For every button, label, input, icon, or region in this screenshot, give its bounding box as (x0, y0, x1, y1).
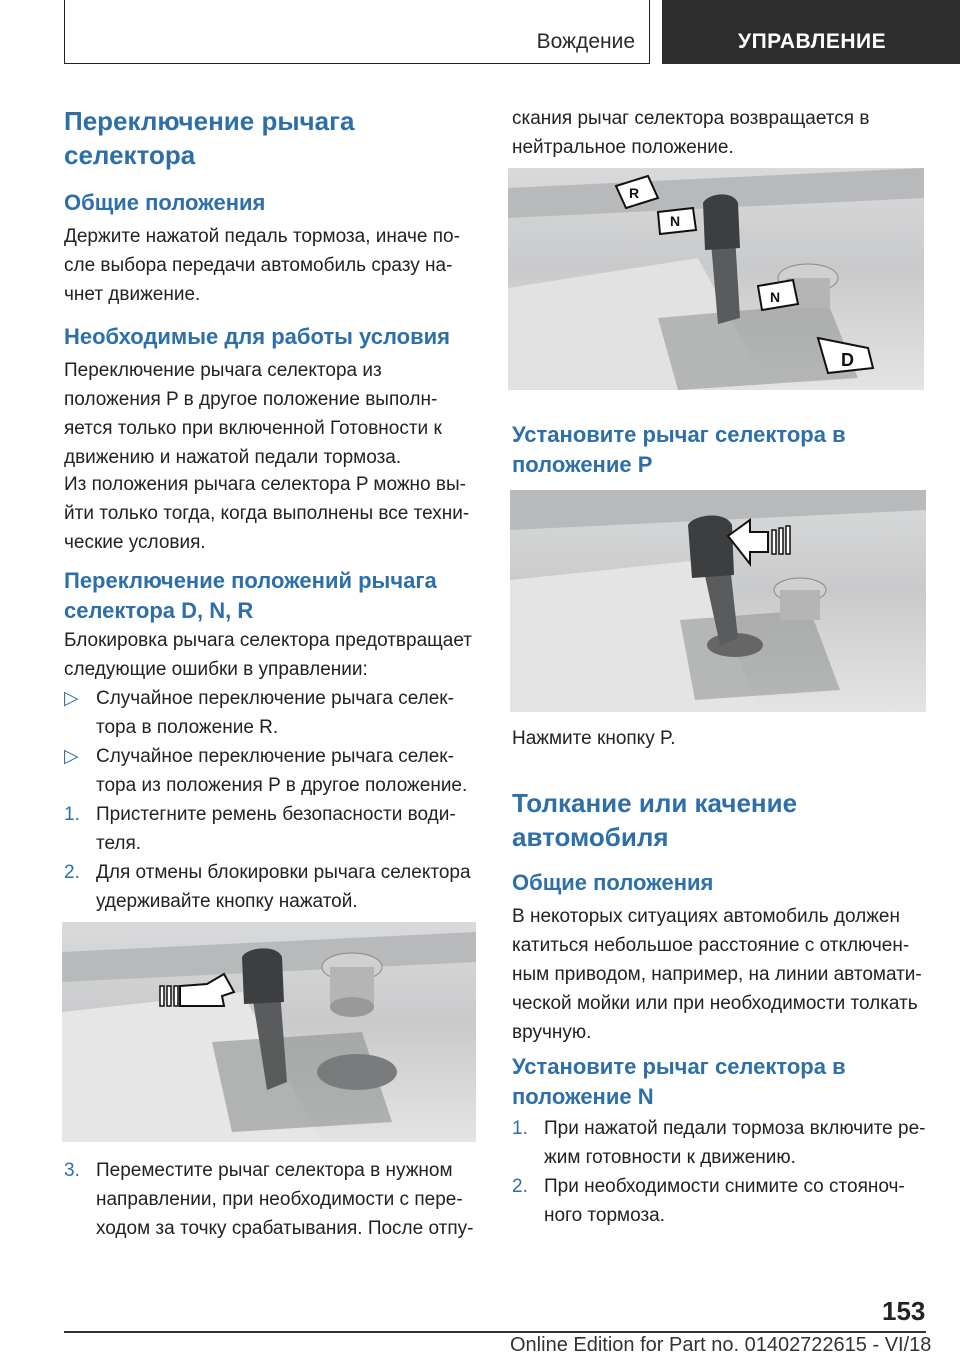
photo-selector-p-button (510, 490, 926, 712)
label-n-top: N (670, 213, 681, 229)
list-item: ▷ Случайное переключение рычага селек- тора в положение R. (64, 684, 454, 742)
paragraph-general: Держите нажатой педаль тормоза, иначе по- сле выбора передачи автомобиль сразу на- чнет движение. (64, 226, 460, 305)
triangle-bullet-icon: ▷ (64, 688, 79, 709)
header-section-box (64, 0, 650, 64)
paragraph-continued: скания рычаг селектора возвращается в нейтральное положение. (512, 108, 870, 158)
list-item: 3. Переместите рычаг селектора в нужном направлении, при необходимости с пере- ходом за точку срабатывания. После отпу- (64, 1160, 474, 1239)
label-r: R (629, 185, 640, 201)
list-item: ▷ Случайное переключение рычага селек- тора из положения P в другое положение. (64, 742, 467, 800)
heading-set-n: Установите рычаг селектора в положение N (512, 1054, 846, 1109)
paragraph-general-right: В некоторых ситуациях автомобиль должен катиться небольшое расстояние с отключен- ным приводом, например, на линии автомати- ческой мойки или при необходимости толкать вручную. (512, 906, 922, 1043)
header-chapter-box (662, 0, 960, 64)
page-number: 153 (882, 1296, 926, 1326)
paragraph-dnr: Блокировка рычага селектора предотвращает следующие ошибки в управлении: (64, 630, 472, 680)
list-item: 2. Для отмены блокировки рычага селектора удерживайте кнопку нажатой. (64, 862, 471, 912)
photo-selector-unlock (62, 922, 476, 1142)
footer-divider (64, 1331, 926, 1333)
label-n-bottom: N (770, 289, 781, 305)
list-item: 1. Пристегните ремень безопасности води- теля. (64, 804, 456, 854)
heading-set-p: Установите рычаг селектора в положение P (512, 422, 846, 477)
paragraph-press-p: Нажмите кнопку P. (512, 728, 676, 749)
heading-selector-shift: Переключение рычага селектора (64, 106, 355, 170)
list-item: 2. При необходимости снимите со стояноч- ного тормоза. (512, 1176, 905, 1226)
header-chapter-title: УПРАВЛЕНИЕ (738, 30, 887, 53)
header-section-title: Вождение (536, 30, 635, 53)
paragraph-conditions-1: Переключение рычага селектора из положения P в другое положение выполн- яется только при включенной Готовности к движению и нажатой педали тормоза. (64, 360, 442, 468)
label-d: D (841, 350, 854, 370)
heading-dnr: Переключение положений рычага селектора D, N, R (64, 568, 437, 623)
paragraph-conditions-2: Из положения рычага селектора P можно вы- йти только тогда, когда выполнены все техни- ческие условия. (64, 474, 470, 553)
footer-edition: Online Edition for Part no. 01402722615 - VI/18 (510, 1334, 932, 1356)
heading-general: Общие положения (64, 190, 266, 215)
photo-selector-positions (508, 168, 924, 390)
list-item: 1. При нажатой педали тормоза включите ре- жим готовности к движению. (512, 1118, 926, 1168)
heading-general-right: Общие положения (512, 870, 714, 895)
heading-pushing: Толкание или качение автомобиля (512, 788, 798, 852)
heading-conditions: Необходимые для работы условия (64, 324, 450, 349)
triangle-bullet-icon: ▷ (64, 746, 79, 767)
